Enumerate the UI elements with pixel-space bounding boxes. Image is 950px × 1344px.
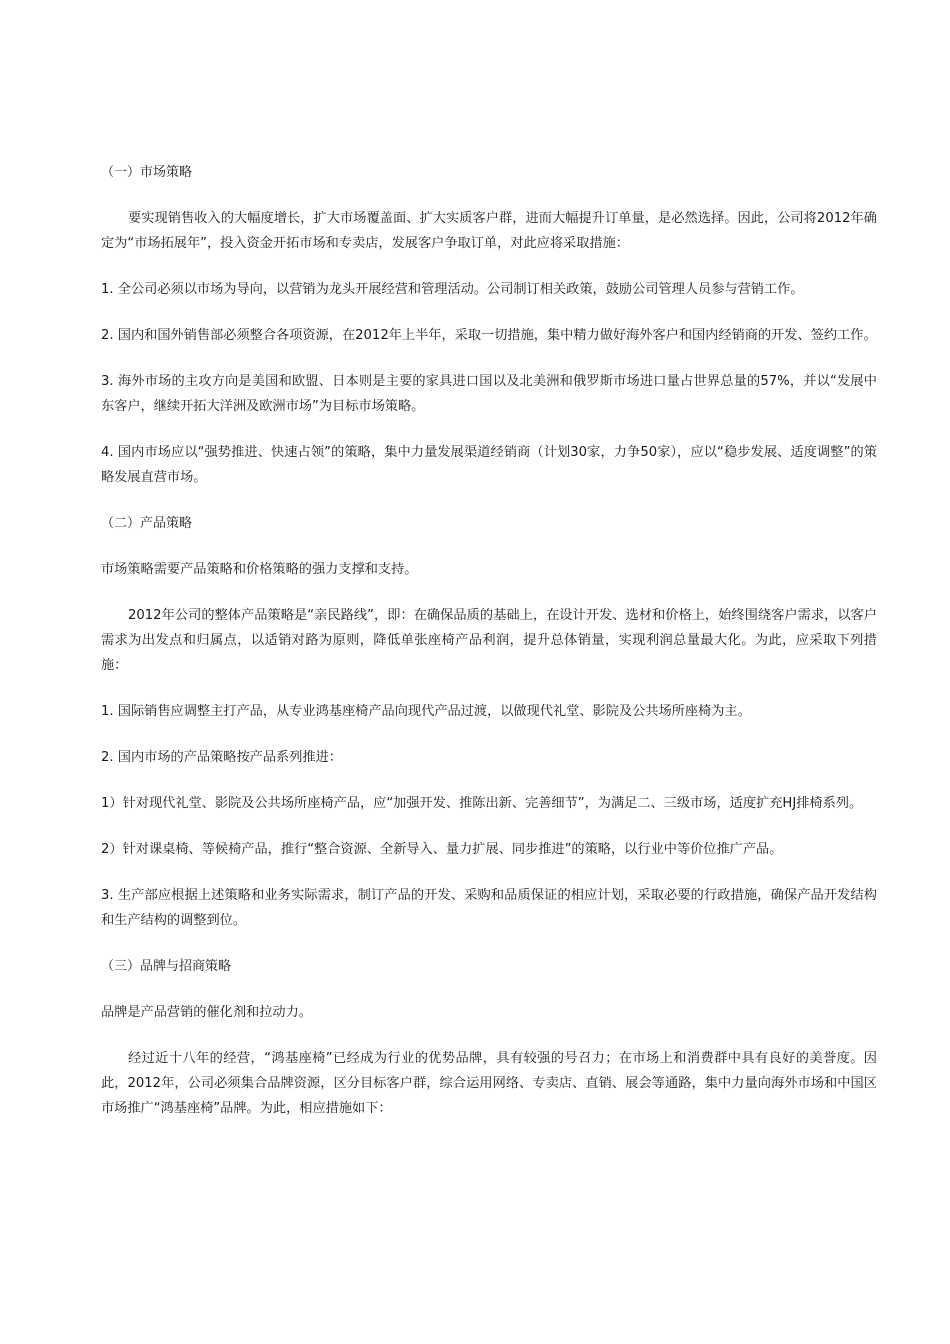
list-item-product-2: 2. 国内市场的产品策略按产品系列推进：	[101, 750, 342, 765]
paragraph-market-intro: 要实现销售收入的大幅度增长，扩大市场覆盖面、扩大实质客户群，进而大幅提升订单量，是必然选择。因此，公司将2012年确定为“市场拓展年”，投入资金开拓市场和专卖店，发展客户争取订单，对此应将采取措施：	[101, 211, 877, 251]
sub-item-product-2-1: 1）针对现代礼堂、影院及公共场所座椅产品，应“加强开发、推陈出新、完善细节”，为满足二、三级市场，适度扩充HJ排椅系列。	[101, 796, 863, 811]
list-item-market-1: 1. 全公司必须以市场为导向，以营销为龙头开展经营和管理活动。公司制订相关政策，鼓励公司管理人员参与营销工作。	[101, 282, 804, 297]
section-heading-brand-strategy: （三）品牌与招商策略	[101, 959, 232, 974]
paragraph-brand-catalyst: 品牌是产品营销的催化剂和拉动力。	[101, 1005, 312, 1020]
list-item-product-3: 3. 生产部应根据上述策略和业务实际需求，制订产品的开发、采购和品质保证的相应计划，采取必要的行政措施，确保产品开发结构和生产结构的调整到位。	[101, 888, 877, 928]
list-item-market-4: 4. 国内市场应以“强势推进、快速占领”的策略，集中力量发展渠道经销商（计划30家，力争50家），应以“稳步发展、适度调整”的策略发展直营市场。	[101, 445, 877, 485]
sub-item-product-2-2: 2）针对课桌椅、等候椅产品，推行“整合资源、全新导入、量力扩展、同步推进”的策略，以行业中等价位推广产品。	[101, 842, 783, 857]
section-heading-market-strategy: （一）市场策略	[101, 165, 193, 180]
section-heading-product-strategy: （二）产品策略	[101, 516, 193, 531]
document-page	[101, 160, 877, 1142]
paragraph-product-intro: 2012年公司的整体产品策略是“亲民路线”，即：在确保品质的基础上，在设计开发、选材和价格上，始终围绕客户需求，以客户需求为出发点和归属点，以适销对路为原则，降低单张座椅产品利润，提升总体销量，实现利润总量最大化。为此，应采取下列措施：	[101, 608, 877, 673]
paragraph-brand-intro: 经过近十八年的经营，“鸿基座椅”已经成为行业的优势品牌，具有较强的号召力；在市场上和消费群中具有良好的美誉度。因此，2012年，公司必须集合品牌资源，区分目标客户群，综合运用网络、专卖店、直销、展会等通路，集中力量向海外市场和中国区市场推广“鸿基座椅”品牌。为此，相应措施如下：	[101, 1051, 877, 1116]
list-item-market-3: 3. 海外市场的主攻方向是美国和欧盟、日本则是主要的家具进口国以及北美洲和俄罗斯市场进口量占世界总量的57%，并以“发展中东客户，继续开拓大洋洲及欧洲市场”为目标市场策略。	[101, 374, 877, 414]
paragraph-product-support: 市场策略需要产品策略和价格策略的强力支撑和支持。	[101, 562, 418, 577]
list-item-product-1: 1. 国际销售应调整主打产品，从专业鸿基座椅产品向现代产品过渡，以做现代礼堂、影院及公共场所座椅为主。	[101, 704, 751, 719]
list-item-market-2: 2. 国内和国外销售部必须整合各项资源，在2012年上半年，采取一切措施，集中精力做好海外客户和国内经销商的开发、签约工作。	[101, 328, 877, 343]
